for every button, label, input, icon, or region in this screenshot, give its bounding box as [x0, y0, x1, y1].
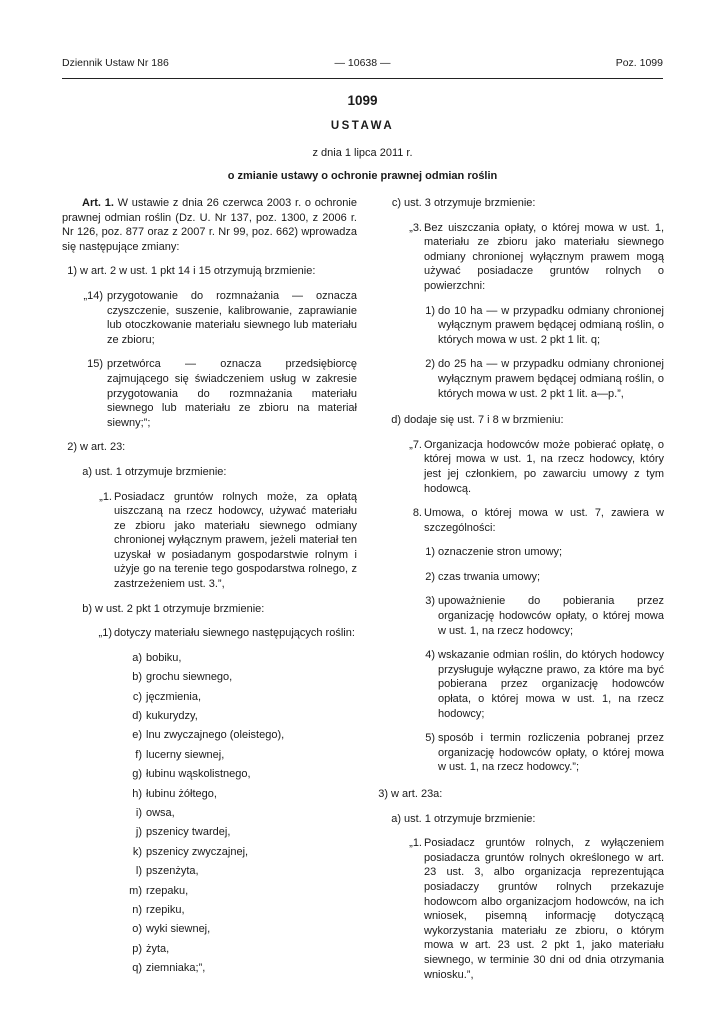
point-1-marker: 1) — [67, 265, 77, 278]
ust-8-pkt-3: 3) upoważnienie do pobierania przez organizację hodowców opłaty, o której mowa w ust. 1, na rzecz hodowcy; — [425, 595, 664, 637]
point-3-a-ust-1 — [402, 836, 664, 982]
ust-3-pkt-1-marker: 1) — [425, 304, 435, 317]
position-number: Poz. 1099 — [615, 57, 663, 69]
list-item: c) jęczmienia, — [132, 690, 202, 703]
item-15-text: przetwórca — oznacza przedsiębiorcę zajmującego się świadczeniem usług w zakresie przygotowania do rozmnażania materiału siewnego lub materiału ze zbioru na materiał siewny;”; — [107, 358, 357, 429]
point-2-c-ust-3 — [402, 221, 664, 294]
ust-3-pkt-1-text: do 10 ha — w przypadku odmiany chronionej wyłącznym prawem będącej odmianą roślin, o których mowa w ust. 2 pkt 1 lit. q; — [438, 304, 664, 346]
point-1-item-15 — [79, 357, 357, 430]
ust-7-marker: „7. — [409, 438, 422, 451]
point-2-b-pkt-1 — [92, 626, 357, 641]
list-item: n) rzepiku, — [132, 903, 185, 916]
list-item: o) wyki siewnej, — [132, 923, 211, 936]
letter-c-marker: c) — [391, 197, 401, 209]
point-2-letter-c — [389, 196, 664, 211]
ust-3-marker: „3. — [409, 221, 422, 234]
point-3-a-marker: a) — [391, 812, 401, 825]
list-item: l) pszenżyta, — [135, 865, 199, 878]
point-1 — [62, 264, 357, 279]
point-1-item-14 — [79, 289, 357, 347]
pkt-1-text: dotyczy materiału siewnego następujących roślin: — [114, 627, 355, 640]
pkt-1-marker: „1) — [98, 627, 112, 640]
point-2-marker: 2) — [67, 441, 77, 454]
letter-b-marker: b) — [82, 602, 92, 615]
point-3-letter-a — [389, 812, 664, 827]
letter-b-text: w ust. 2 pkt 1 otrzymuje brzmienie: — [95, 602, 265, 615]
ust-8-pkt-1: 1) oznaczenie stron umowy; — [425, 546, 563, 559]
right-column — [376, 196, 664, 992]
item-15-marker: 15) — [87, 358, 103, 371]
act-subject: o zmianie ustawy o ochronie prawnej odmian roślin — [227, 170, 498, 182]
point-2-a-ust-1 — [92, 490, 357, 592]
ust-3-pkt-2 — [423, 357, 664, 401]
point-3 — [376, 787, 664, 802]
point-2-text: w art. 23: — [80, 441, 126, 454]
letter-c-text: ust. 3 otrzymuje brzmienie: — [404, 197, 536, 209]
ust-7-text: Organizacja hodowców może pobierać opłatę, o której mowa w ust. 1, na rzecz hodowcy, który jest jej członkiem, po zawarciu umowy z tym hodowcą. — [424, 438, 664, 495]
ust-3-pkt-1 — [423, 304, 664, 348]
list-item: d) kukurydzy, — [132, 710, 198, 723]
ust-3-text: Bez uiszczania opłaty, o której mowa w ust. 1, materiału ze zbioru jako materiału siewnego odmiany chronionej wyłącznym prawem mogą używać posiadacze gruntów rolnych o powierzchni: — [424, 221, 664, 292]
page-number: — 10638 — — [334, 57, 391, 69]
list-item: a) bobiku, — [132, 651, 182, 664]
ust-1-marker: „1. — [99, 490, 112, 503]
point-1-text: w art. 2 w ust. 1 pkt 14 i 15 otrzymują brzmienie: — [80, 265, 316, 278]
list-item: f) lucerny siewnej, — [135, 748, 225, 761]
point-2 — [62, 440, 357, 455]
point-2-letter-a — [80, 465, 357, 480]
list-item: h) łubinu żółtego, — [132, 787, 217, 800]
ust-3-pkt-2-text: do 25 ha — w przypadku odmiany chronionej wyłącznym prawem będącej odmianą roślin, o których mowa w ust. 2 pkt 1 lit. a—p.”, — [438, 358, 664, 400]
point-3-ust-1-marker: „1. — [409, 837, 422, 850]
article-intro — [62, 196, 357, 254]
act-date: z dnia 1 lipca 2011 r. — [312, 147, 413, 159]
article-label: Art. 1. — [82, 197, 114, 209]
ust-1-text: Posiadacz gruntów rolnych może, za opłatą uiszczaną na rzecz hodowcy, używać materiału ze zbioru jako materiału siewnego odmiany chronionej wyłącznym prawem, jeżeli materiał ten uzyskał w posiadanym gospodarstwie rolnym i użyje go na terenie tego gospodarstwa rolnego, z zastrzeżeniem ust. 3.”, — [114, 490, 357, 591]
point-2-d-ust-7 — [402, 438, 664, 496]
point-3-ust-1-text: Posiadacz gruntów rolnych, z wyłączeniem posiadacza gruntów rolnych określonego w art. 23 ust. 3, albo organizacja reprezentująca posiadaczy gruntów rolnych przekazuje hodowcom albo organizacjom hodowców, na ich wniosek, pisemną informację dotyczącą wykorzystania materiału ze zbioru, o którym mowa w art. 23 ust. 2 pkt 1, jako materiału siewnego, w terminie 30 dni od dnia otrzymania wniosku.”, — [424, 837, 664, 981]
point-3-marker: 3) — [378, 788, 388, 800]
list-item: g) łubinu wąskolistnego, — [132, 768, 251, 781]
ust-8-marker: 8. — [412, 507, 422, 520]
list-item: b) grochu siewnego, — [132, 671, 233, 684]
ust-3-pkt-2-marker: 2) — [425, 358, 435, 371]
list-item: q) ziemniaka;”, — [132, 962, 206, 975]
list-item: i) owsa, — [135, 806, 175, 819]
ust-8-text: Umowa, o której mowa w ust. 7, zawiera w szczególności: — [424, 507, 664, 534]
header-divider — [62, 78, 663, 79]
item-14-marker: „14) — [83, 289, 103, 302]
ust-8-pkt-4: 4) wskazanie odmian roślin, do których hodowcy przysługuje wyłączne prawo, za które ma być pobierana przez organizację hodowców opłata, o której mowa w ust. 1, na rzecz hodowcy; — [425, 649, 664, 720]
species-list — [62, 651, 357, 976]
article-intro-text: W ustawie z dnia 26 czerwca 2003 r. o ochronie prawnej odmian roślin (Dz. U. Nr 137, poz. 1300, z 2006 r. Nr 126, poz. 877 oraz z 2007 r. Nr 99, poz. 662) wprowadza się następujące zmiany: — [62, 197, 357, 253]
ust-8-pkt-2: 2) czas trwania umowy; — [425, 570, 541, 583]
item-14-text: przygotowanie do rozmnażania — oznacza czyszczenie, suszenie, kalibrowanie, zaprawianie lub otoczkowanie materiału siewnego lub materiału ze zbioru; — [107, 289, 357, 346]
letter-a-marker: a) — [82, 465, 92, 478]
act-type: USTAWA — [330, 120, 395, 132]
list-item: j) pszenicy twardej, — [135, 826, 231, 839]
point-2-letter-b — [80, 602, 357, 617]
list-item: m) rzepaku, — [129, 884, 189, 897]
ust-8-pkt-5: 5) sposób i termin rozliczenia pobranej przez organizację hodowców opłaty, o której mowa w ust. 1, na rzecz hodowcy.”; — [425, 732, 664, 774]
letter-d-marker: d) — [391, 414, 401, 427]
letter-a-text: ust. 1 otrzymuje brzmienie: — [95, 465, 227, 478]
point-2-letter-d — [389, 413, 664, 428]
left-column — [62, 196, 357, 980]
list-item: e) lnu zwyczajnego (oleistego), — [132, 729, 285, 742]
list-item: k) pszenicy zwyczajnej, — [132, 845, 249, 858]
journal-title: Dziennik Ustaw Nr 186 — [62, 57, 169, 69]
point-2-d-ust-8 — [402, 506, 664, 535]
point-3-a-text: ust. 1 otrzymuje brzmienie: — [404, 812, 536, 825]
act-number: 1099 — [347, 93, 378, 108]
letter-d-text: dodaje się ust. 7 i 8 w brzmieniu: — [404, 414, 564, 427]
point-3-text: w art. 23a: — [391, 788, 443, 800]
list-item: p) żyta, — [132, 942, 170, 955]
